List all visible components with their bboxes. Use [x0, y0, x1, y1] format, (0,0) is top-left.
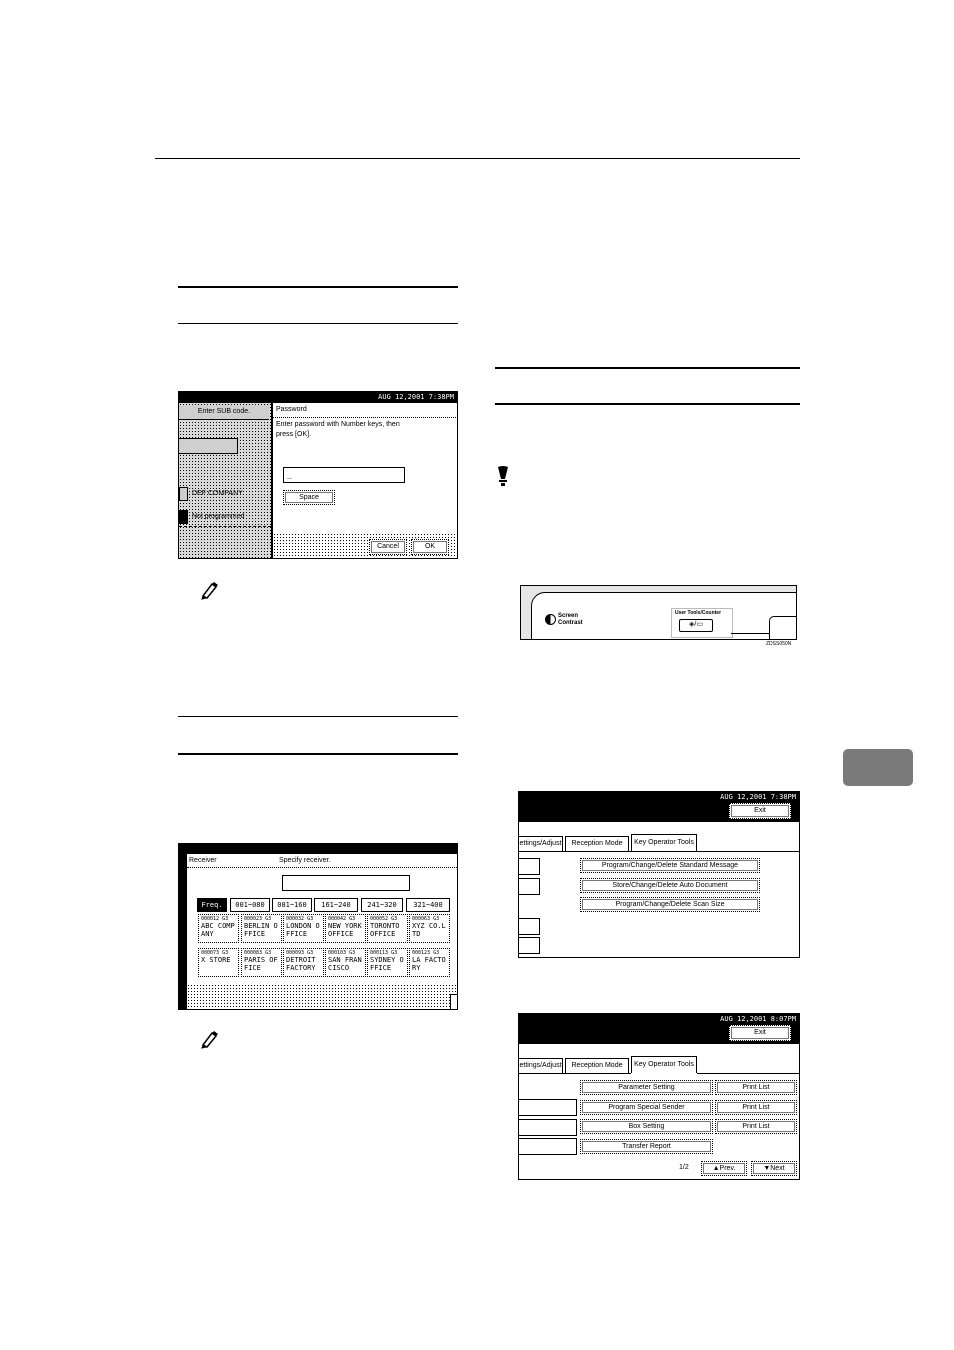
password-screen: [178, 391, 458, 559]
tab-divider: [519, 851, 800, 852]
tab-321-400[interactable]: 321~400: [406, 898, 450, 912]
tab-settings-adjust[interactable]: ettings/Adjust: [519, 1058, 563, 1073]
receiver-london-office[interactable]: 000032 G3 LONDON O FFICE: [283, 914, 324, 943]
receiver-detroit-factory[interactable]: 000093 G3 DETROIT FACTORY: [283, 948, 324, 977]
receiver-paris-office[interactable]: 000083 G3 PARIS OF FICE: [241, 948, 282, 977]
scroll-button[interactable]: [450, 994, 458, 1010]
partial-button[interactable]: [519, 1119, 577, 1136]
screen-contrast-label: Screen Contrast: [558, 613, 583, 626]
partial-button[interactable]: [519, 878, 540, 895]
section-rule: [495, 367, 800, 369]
partial-button[interactable]: [519, 918, 540, 935]
receiver-screen: [178, 843, 458, 1010]
note-icon: [200, 580, 220, 600]
receiver-x-store[interactable]: 000073 G3 X STORE: [198, 948, 239, 977]
page-indicator: 1/2: [679, 1164, 689, 1171]
left-edge-band: [179, 844, 187, 1010]
important-icon: [496, 465, 510, 487]
fax-features-screen: [518, 791, 800, 958]
control-panel-illustration: [520, 585, 797, 640]
chapter-tab: [843, 749, 913, 786]
print-list-button[interactable]: Print List: [715, 1100, 797, 1115]
prev-button[interactable]: ▲Prev.: [701, 1161, 747, 1176]
header-divider: [187, 867, 458, 868]
tab-divider: [697, 1073, 800, 1074]
receiver-xyz-co-ltd[interactable]: 000063 G3 XYZ CO.L TD: [409, 914, 450, 943]
receiver-toronto-office[interactable]: 000052 G3 TORONTO OFFICE: [367, 914, 408, 943]
screen-footer: [187, 984, 458, 1010]
tab-key-operator-tools[interactable]: Key Operator Tools: [631, 1056, 697, 1073]
company-entry[interactable]: [179, 487, 269, 501]
section-rule: [178, 286, 458, 288]
print-list-button[interactable]: Print List: [715, 1080, 797, 1095]
receiver-label: Receiver: [189, 857, 217, 864]
dialog-divider: [273, 417, 458, 418]
receiver-sydney-office[interactable]: 000113 G3 SYDNEY O FFICE: [367, 948, 408, 977]
status-bar: AUG 12,2001 7:38PM: [179, 392, 457, 403]
not-programmed-label: Not programmed: [192, 513, 245, 520]
specify-label: Specify receiver.: [279, 857, 331, 864]
status-bar: AUG 12,2001 7:38PM: [720, 793, 796, 801]
status-bar: AUG 12,2001 8:07PM: [720, 1015, 796, 1023]
next-button[interactable]: ▼Next: [751, 1161, 797, 1176]
partial-button[interactable]: [519, 858, 540, 875]
standard-message-button[interactable]: Program/Change/Delete Standard Message: [580, 858, 760, 873]
exit-button[interactable]: Exit: [729, 1025, 791, 1041]
note-icon: [200, 1029, 220, 1049]
space-button[interactable]: Space: [283, 490, 335, 505]
figure-code: ZDSS050N: [766, 641, 792, 647]
user-tools-highlight: [671, 608, 733, 638]
receiver-new-york-office[interactable]: 000042 G3 NEW YORK OFFICE: [325, 914, 366, 943]
transfer-report-button[interactable]: Transfer Report: [580, 1139, 713, 1154]
parameter-setting-button[interactable]: Parameter Setting: [580, 1080, 713, 1095]
section-rule: [178, 716, 458, 717]
key-operator-screen: [518, 1013, 800, 1180]
tab-reception-mode[interactable]: Reception Mode: [565, 836, 629, 851]
contrast-knob-icon: [545, 614, 556, 625]
partial-button[interactable]: [519, 1099, 577, 1116]
section-rule: [495, 403, 800, 405]
sub-code-title: Enter SUB code.: [179, 405, 269, 420]
section-rule: [178, 753, 458, 755]
dialog-instruction-2: press [OK].: [276, 431, 312, 438]
screen-top-band: [179, 844, 458, 854]
dialog-title: Password: [276, 406, 307, 413]
dialog-instruction: Enter password with Number keys, then: [276, 421, 400, 428]
tab-divider: [519, 1073, 631, 1074]
background-panel: [179, 403, 271, 559]
tab-reception-mode[interactable]: Reception Mode: [565, 1058, 629, 1073]
user-tools-button[interactable]: ◈/▭: [679, 619, 713, 632]
tab-241-320[interactable]: 241~320: [361, 898, 403, 912]
sub-code-field: [179, 438, 238, 454]
receiver-san-francisco[interactable]: 000103 G3 SAN FRAN CISCO: [325, 948, 366, 977]
company-label: DEF COMPANY: [192, 490, 243, 497]
scan-size-button[interactable]: Program/Change/Delete Scan Size: [580, 897, 760, 912]
receiver-abc-company[interactable]: 000012 G3 ABC COMP ANY: [198, 914, 239, 943]
box-setting-button[interactable]: Box Setting: [580, 1119, 713, 1134]
partial-button[interactable]: [519, 1138, 577, 1155]
partial-button[interactable]: [519, 937, 540, 954]
not-programmed-entry[interactable]: [179, 510, 269, 524]
program-special-sender-button[interactable]: Program Special Sender: [580, 1100, 713, 1115]
tab-081-160[interactable]: 081~160: [272, 898, 312, 912]
print-list-button[interactable]: Print List: [715, 1119, 797, 1134]
cancel-button[interactable]: Cancel: [369, 539, 407, 555]
header-rule: [155, 158, 800, 159]
user-tools-label: User Tools/Counter: [675, 610, 722, 616]
tab-161-240[interactable]: 161~240: [314, 898, 358, 912]
receiver-la-factory[interactable]: 000123 G3 LA FACTO RY: [409, 948, 450, 977]
tab-settings-adjust[interactable]: ettings/Adjust: [519, 836, 563, 851]
panel-corner-key: [769, 616, 797, 640]
password-input[interactable]: _: [283, 467, 405, 483]
receiver-display: [282, 875, 410, 891]
tab-key-operator-tools[interactable]: Key Operator Tools: [631, 834, 697, 851]
exit-button[interactable]: Exit: [729, 803, 791, 819]
receiver-berlin-office[interactable]: 000023 G3 BERLIN O FFICE: [241, 914, 282, 943]
divider: [179, 526, 271, 527]
section-rule: [178, 323, 458, 324]
tab-001-080[interactable]: 001~080: [230, 898, 270, 912]
auto-document-button[interactable]: Store/Change/Delete Auto Document: [580, 878, 760, 893]
tab-freq[interactable]: Freq.: [197, 898, 227, 912]
password-dialog: [271, 403, 458, 559]
ok-button[interactable]: OK: [411, 539, 449, 555]
